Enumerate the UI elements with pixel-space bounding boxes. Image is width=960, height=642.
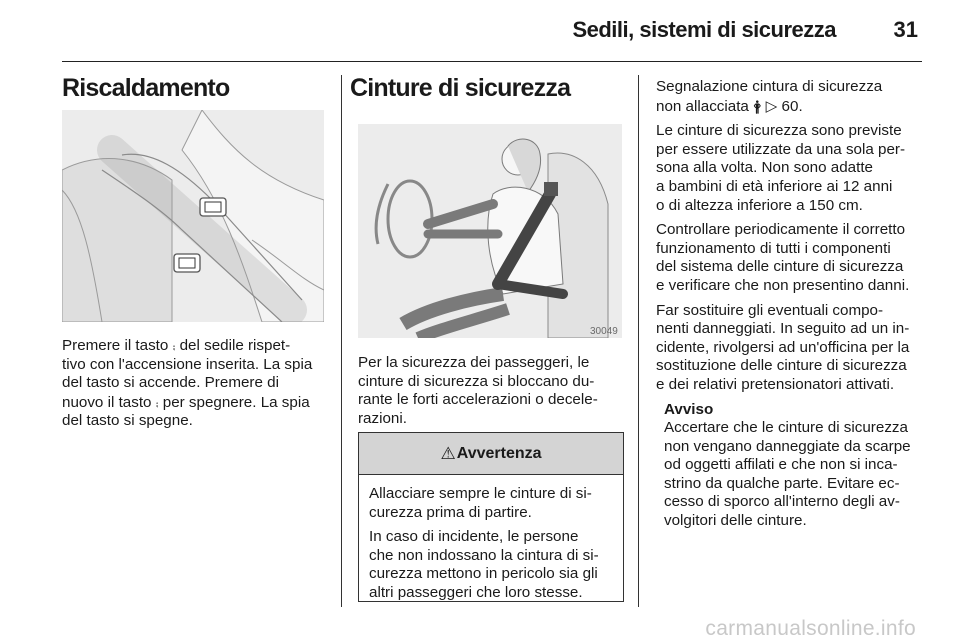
page-number: 31 xyxy=(893,17,918,42)
seat-belt-details xyxy=(656,78,926,531)
page-header-title: Sedili, sistemi di sicurezza xyxy=(572,17,836,42)
warning-header: ⚠ Avvertenza xyxy=(359,433,623,475)
heated-seat-icon: ⨾ xyxy=(172,337,176,353)
warning-box xyxy=(358,432,624,602)
watermark: carmanualsonline.info xyxy=(705,617,916,640)
warning-triangle-icon: ⚠ xyxy=(440,443,456,463)
warning-body: Allacciare sempre le cinture di si- curezza prima di partire. In caso di incidente, le persone che non indossano la cintura di si- curezza mettono in pericolo sia gli altri passeggeri che loro stesse. xyxy=(369,485,599,601)
single-occupant-paragraph: Le cinture di sicurezza sono previste per essere utilizzate da una sola per- sona alla volta. Non sono adatte a bambini di età inferiore ai 12 anni o di altezza inferiore a 150 cm. xyxy=(656,122,906,214)
section-heading-seat-belts: Cinture di sicurezza xyxy=(350,74,571,102)
page-reference-icon: ▷ xyxy=(765,97,778,115)
column-divider-2 xyxy=(638,75,639,607)
header-divider xyxy=(62,61,922,62)
section-heading-heating: Riscaldamento xyxy=(62,74,230,102)
periodic-check-paragraph: Controllare periodicamente il corretto funzionamento di tutti i componenti del sistema delle cinture di sicurezza e verificare che non presentino danni. xyxy=(656,221,910,294)
column-divider-1 xyxy=(341,75,342,607)
seat-belt-reminder-icon: 🛉 xyxy=(753,97,762,114)
replacement-paragraph: Far sostituire gli eventuali compo- nenti danneggiati. In seguito ad un in- cidente, rivolgersi ad un'officina per la sostituzione delle cinture di sicurezza e dei relativi pretensionatori attivati. xyxy=(656,301,910,393)
figure-code: 30049 xyxy=(590,326,618,337)
heated-seat-button-illustration xyxy=(62,110,324,322)
note-block xyxy=(664,401,926,531)
driver-seat-belt-illustration xyxy=(358,124,622,338)
note-title: Avviso xyxy=(664,400,714,418)
heating-paragraph: Premere il tasto ⨾ del sedile rispet- tivo con l'accensione inserita. La spia del tasto si accende. Premere di nuovo il tasto ⨾ per spegnere. La spia del tasto si spegne. xyxy=(62,337,313,430)
note-text: Accertare che le cinture di sicurezza non vengano danneggiate da scarpe od oggetti affilati e che non si inca- strino da qualche parte. Evitare ec- cesso di sporco all'interno degli av- volgitori delle cinture. xyxy=(664,419,911,530)
seat-belt-intro-paragraph: Per la sicurezza dei passeggeri, le cinture di sicurezza si bloccano du- rante le forti accelerazioni o decele- razioni. xyxy=(358,354,598,427)
unfastened-warning-paragraph: Segnalazione cintura di sicurezza non allacciata 🛉 ▷ 60. xyxy=(656,78,883,115)
heated-seat-icon: ⨾ xyxy=(155,393,159,410)
